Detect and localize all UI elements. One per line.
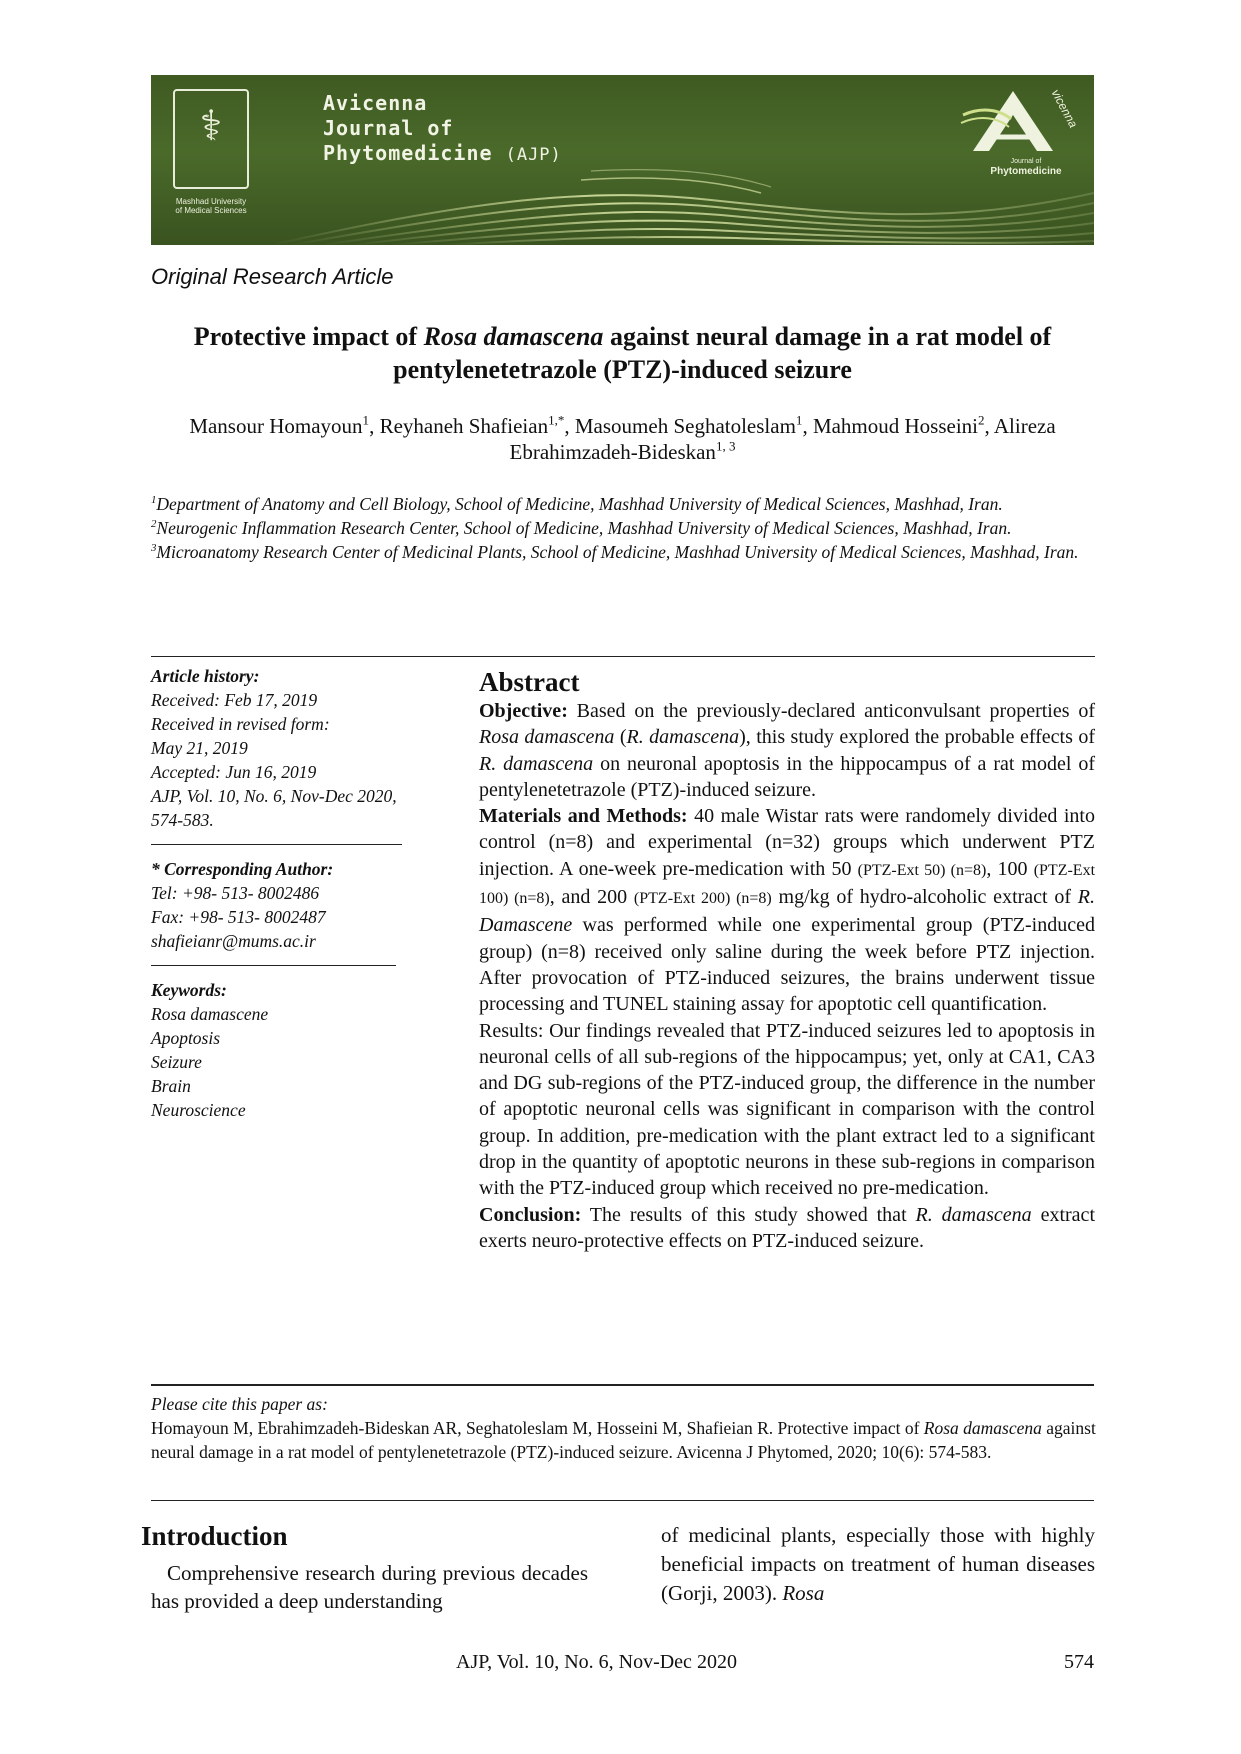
citation-bottom-divider <box>151 1500 1094 1501</box>
affiliation-item: $^2$Neurogenic Inflammation Research Center, School of Medicine, Mashhad University of Medical Sciences, Mashhad, Iran. <box>151 517 1012 538</box>
abstract <box>479 666 1095 1254</box>
avicenna-logo: vicenna Journal of Phytomedicine <box>951 85 1091 205</box>
author-name: Mansour Homayoun <box>189 414 363 438</box>
citation-top-divider <box>151 1384 1094 1386</box>
page-number: 574 <box>1064 1651 1094 1673</box>
author-list: Mansour Homayoun$^1$, Reyhaneh Shafieian$^{1,*}$, Masoumeh Seghatoleslam$^1$, Mahmoud Hosseini$^2$, Alireza Ebrahimzadeh-Bideskan$^{1, 3}$ <box>189 412 1056 464</box>
keywords: Keywords: Rosa damascene Apoptosis Seizure Brain Neuroscience <box>151 980 269 1120</box>
abstract-methods: Materials and Methods: 40 male Wistar rats were randomely divided into control (n=8) and experimental (n=32) groups which underwent PTZ injection. A one-week pre-medication with 50 (PTZ-Ext 50) (n=8), 100 (PTZ-Ext 100) (n=8), and 200 (PTZ-Ext 200) (n=8) mg/kg of hydro-alcoholic extract of R. Damascene was performed while one experimental group (PTZ-induced group) (n=8) received only saline during the week before PTZ injection. After provocation of PTZ-induced seizures, the brains underwent tissue processing and TUNEL staining assay for apoptotic cell quantification. <box>479 805 1096 1016</box>
author-name: Reyhaneh Shafieian <box>379 414 549 438</box>
sidebar-divider <box>151 844 402 845</box>
author-affiliation-mark: 1 <box>795 412 803 428</box>
paper-title: Protective impact of Rosa damascena against neural damage in a rat model of pentylenetetrazole (PTZ)-induced seizure <box>193 322 1052 384</box>
article-info-sidebar <box>151 664 431 1122</box>
caduceus-icon: ⚕ <box>199 104 223 150</box>
author-affiliation-mark: 2 <box>978 412 985 428</box>
author-name: Alireza Ebrahimzadeh-Bideskan <box>509 414 1056 464</box>
affiliation-item: $^1$Department of Anatomy and Cell Biology, School of Medicine, Mashhad University of Medical Sciences, Mashhad, Iran. <box>151 493 1003 514</box>
article-type: Original Research Article <box>151 264 394 289</box>
author-affiliation-mark: 1, 3 <box>715 438 736 454</box>
abstract-results: Results: Our findings revealed that PTZ-induced seizures led to apoptosis in neuronal cells of all sub-regions of the hippocampus; yet, only at CA1, CA3 and DG sub-regions of the PTZ-induced group, the difference in the number of apoptotic neuronal cells was significant in comparison with the control group. In addition, pre-medication with the plant extract led to a significant drop in the quantity of apoptotic neurons in these sub-regions in comparison with the PTZ-induced group which received no pre-medication. <box>479 1019 1095 1200</box>
author-name: Mahmoud Hosseini <box>812 414 979 438</box>
author-affiliation-mark: 1,* <box>548 412 565 428</box>
affiliations <box>151 492 1095 564</box>
introduction-right-column: of medicinal plants, especially those with highly beneficial impacts on treatment of human diseases (Gorji, 2003). Rosa <box>661 1523 1095 1605</box>
university-crest <box>173 89 249 215</box>
abstract-conclusion: Conclusion: The results of this study showed that R. damascena extract exerts neuro-protective effects on PTZ-induced seizure. <box>479 1203 1095 1252</box>
footer-journal-info: AJP, Vol. 10, No. 6, Nov-Dec 2020 <box>456 1651 737 1673</box>
author-email-link[interactable]: shafieianr@mums.ac.ir <box>151 931 316 951</box>
author-name: Masoumeh Seghatoleslam <box>574 414 796 438</box>
corresponding-author: * Corresponding Author: Tel: +98- 513- 8002486 Fax: +98- 513- 8002487 shafieianr@mums.ac.ir <box>151 857 431 953</box>
university-name: Mashhad University of Medical Sciences <box>175 197 247 215</box>
sidebar-divider <box>151 965 396 966</box>
author-affiliation-mark: 1 <box>362 412 370 428</box>
affiliation-item: $^3$Microanatomy Research Center of Medicinal Plants, School of Medicine, Mashhad University of Medical Sciences, Mashhad, Iran. <box>151 541 1079 562</box>
journal-banner <box>151 75 1094 245</box>
abstract-heading: Abstract <box>479 667 580 697</box>
article-history: Article history: Received: Feb 17, 2019 Received in revised form: May 21, 2019 Accepted: Jun 16, 2019 AJP, Vol. 10, No. 6, Nov-Dec 2020, 574-583. <box>151 666 397 830</box>
citation-box <box>151 1392 1101 1464</box>
header-divider <box>151 656 1095 657</box>
citation-label: Please cite this paper as: <box>151 1394 328 1414</box>
citation-text: Homayoun M, Ebrahimzadeh-Bideskan AR, Seghatoleslam M, Hosseini M, Shafieian R. Protective impact of Rosa damascena against neural damage in a rat model of pentylenetetrazole (PTZ)-induced seizure. Avicenna J Phytomed, 2020; 10(6): 574-583. <box>151 1418 1096 1462</box>
introduction-heading: Introduction <box>141 1521 288 1551</box>
introduction-left-column: Comprehensive research during previous decades has provided a deep understanding <box>151 1561 588 1613</box>
journal-name: Avicenna Journal of Phytomedicine (AJP) <box>323 91 562 165</box>
abstract-objective: Objective: Based on the previously-declared anticonvulsant properties of Rosa damascena (R. damascena), this study explored the probable effects of R. damascena on neuronal apoptosis in the hippocampus of a rat model of pentylenetetrazole (PTZ)-induced seizure. <box>479 700 1096 801</box>
